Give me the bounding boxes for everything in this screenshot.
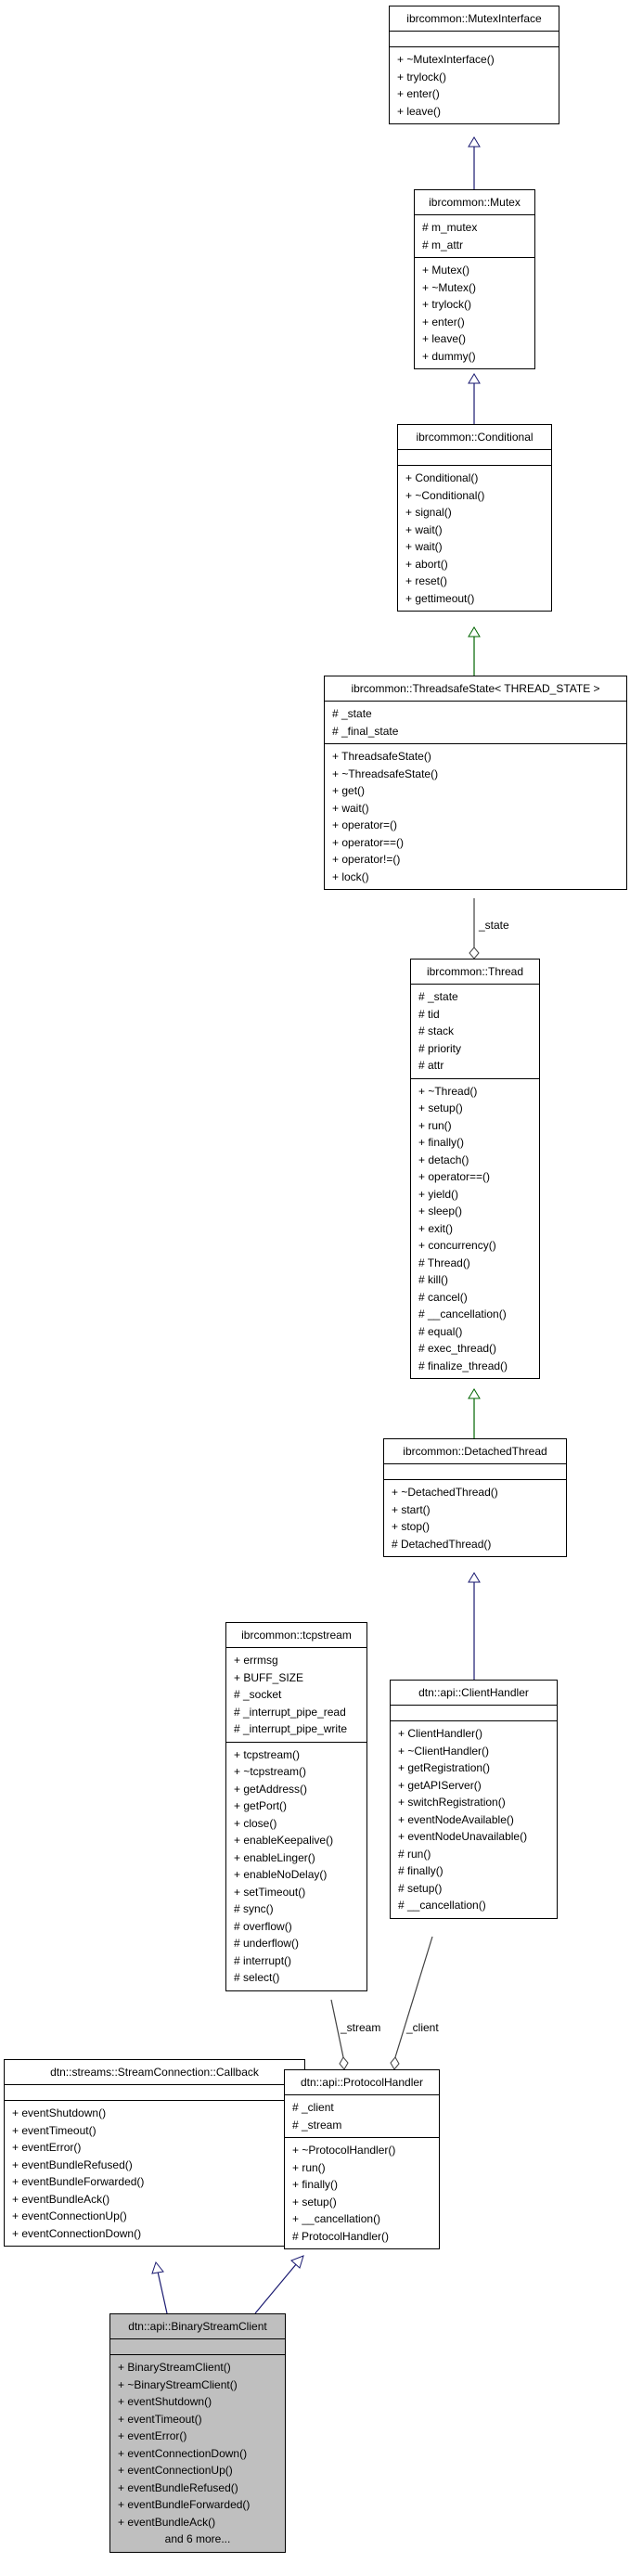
method-row: + enableLinger() [234, 1850, 315, 1864]
class-thread[interactable] [410, 959, 540, 1379]
method-row: # run() [398, 1847, 431, 1861]
class-protocolhandler[interactable] [284, 2069, 440, 2249]
method-row: + eventTimeout() [118, 2412, 202, 2426]
method-row: + eventError() [12, 2141, 82, 2154]
usage-protocolhandler-client [391, 1937, 432, 2069]
method-row: + leave() [397, 104, 442, 118]
template-threadsafestate-conditional [469, 627, 480, 676]
method-row: # cancel() [418, 1290, 468, 1304]
method-row: + close() [234, 1816, 277, 1830]
class-name: dtn::api::ClientHandler [391, 1681, 557, 1706]
attribute-row: + BUFF_SIZE [234, 1670, 304, 1684]
class-mutexinterface[interactable] [389, 6, 559, 124]
attribute-row: # _final_state [332, 724, 399, 738]
method-row: # DetachedThread() [392, 1537, 492, 1551]
method-row: + finally() [418, 1136, 465, 1149]
method-row: + eventBundleForwarded() [118, 2498, 251, 2511]
method-row: + ~BinaryStreamClient() [118, 2377, 238, 2391]
method-row: + signal() [405, 506, 452, 519]
class-binarystreamclient[interactable] [109, 2313, 286, 2553]
class-name: ibrcommon::Thread [411, 960, 539, 985]
class-tcpstream[interactable] [225, 1622, 367, 1991]
method-row: # finalize_thread() [418, 1359, 508, 1372]
method-row: + trylock() [422, 298, 472, 311]
methods-section [391, 1721, 557, 1918]
method-row: + ~Thread() [418, 1084, 478, 1098]
method-row: + eventNodeUnavailable() [398, 1830, 528, 1843]
class-clienthandler[interactable] [390, 1680, 558, 1919]
attributes-section [390, 32, 559, 47]
method-row: + enter() [397, 87, 440, 100]
attribute-row: # m_mutex [422, 221, 478, 234]
method-row: + operator==() [418, 1170, 491, 1183]
method-row: + ClientHandler() [398, 1727, 483, 1740]
edge-label-stream: _stream [341, 2021, 381, 2034]
method-row: + eventConnectionUp() [118, 2464, 233, 2477]
method-row: + sleep() [418, 1204, 463, 1217]
method-row: + ThreadsafeState() [332, 750, 431, 763]
method-row: + ~Mutex() [422, 280, 477, 294]
inheritance-conditional-mutex [469, 374, 480, 424]
method-row: # exec_thread() [418, 1342, 497, 1355]
method-row: + eventBundleRefused() [12, 2157, 133, 2171]
method-row: + finally() [292, 2178, 339, 2191]
class-conditional[interactable] [397, 424, 552, 612]
method-row: + yield() [418, 1187, 459, 1201]
attribute-row: # priority [418, 1041, 462, 1055]
methods-section [110, 2355, 285, 2552]
inheritance-detachedthread-thread [469, 1389, 480, 1438]
methods-section [390, 47, 559, 123]
method-row: # finally() [398, 1864, 444, 1877]
class-callback[interactable] [4, 2059, 305, 2247]
method-row: # equal() [418, 1324, 463, 1338]
method-row: + enableNoDelay() [234, 1868, 328, 1881]
attribute-row: # _interrupt_pipe_write [234, 1722, 348, 1735]
attribute-row: + errmsg [234, 1654, 278, 1667]
method-row: # setup() [398, 1881, 443, 1895]
method-row: + getAPIServer() [398, 1778, 482, 1792]
inheritance-binarystreamclient-protocolhandler [255, 2256, 303, 2313]
attributes-section [285, 2095, 439, 2138]
method-row: + switchRegistration() [398, 1796, 506, 1809]
method-row: + getRegistration() [398, 1761, 491, 1774]
method-row: + eventBundleRefused() [118, 2480, 238, 2494]
method-row: + abort() [405, 557, 448, 571]
method-row: + stop() [392, 1520, 431, 1533]
method-row: # Thread() [418, 1256, 470, 1269]
method-row: + leave() [422, 332, 467, 345]
methods-section [411, 1079, 539, 1379]
attributes-section [391, 1706, 557, 1721]
method-row: # overflow() [234, 1919, 292, 1933]
method-row: + Mutex() [422, 264, 470, 277]
method-row: + eventError() [118, 2429, 187, 2442]
method-row: + ~ClientHandler() [398, 1744, 490, 1758]
method-row: + eventBundleForwarded() [12, 2175, 145, 2188]
class-name: dtn::streams::StreamConnection::Callback [5, 2060, 304, 2085]
attribute-row: # stack [418, 1024, 455, 1037]
attribute-row: # _state [332, 707, 372, 720]
class-name: ibrcommon::Conditional [398, 425, 551, 450]
method-row: + setup() [418, 1101, 463, 1114]
method-row: + run() [292, 2160, 326, 2174]
method-row: + exit() [418, 1221, 454, 1235]
method-row: + eventConnectionDown() [118, 2446, 248, 2460]
method-row: + operator!=() [332, 853, 401, 866]
methods-section [226, 1743, 366, 1990]
method-row: + gettimeout() [405, 591, 475, 605]
attributes-section [398, 450, 551, 466]
method-row: + reset() [405, 574, 448, 587]
method-row: + get() [332, 784, 366, 797]
method-row: + wait() [405, 522, 443, 536]
usage-thread-state [469, 898, 479, 959]
method-row: + tcpstream() [234, 1747, 301, 1761]
method-row: + getPort() [234, 1799, 288, 1812]
method-row: + eventConnectionUp() [12, 2209, 127, 2222]
method-row: + eventNodeAvailable() [398, 1812, 514, 1826]
class-name: ibrcommon::DetachedThread [384, 1439, 566, 1464]
method-row: + run() [418, 1118, 452, 1132]
methods-section [5, 2101, 304, 2246]
method-row: + trylock() [397, 70, 447, 84]
attribute-row: # _socket [234, 1688, 282, 1701]
method-row: + start() [392, 1502, 431, 1516]
method-row: # __cancellation() [398, 1899, 486, 1912]
method-row: + ~MutexInterface() [397, 53, 495, 66]
class-mutex[interactable] [414, 189, 535, 369]
method-row: + __cancellation() [292, 2212, 381, 2225]
method-row: + eventBundleAck() [118, 2515, 216, 2529]
method-row: + ~ProtocolHandler() [292, 2144, 396, 2157]
attributes-section [325, 702, 626, 744]
method-row: # kill() [418, 1273, 448, 1286]
method-row: + eventShutdown() [12, 2106, 107, 2119]
method-row: + eventTimeout() [12, 2123, 96, 2137]
class-detachedthread[interactable] [383, 1438, 567, 1557]
method-row: + lock() [332, 869, 369, 883]
class-name: ibrcommon::MutexInterface [390, 6, 559, 32]
methods-section [384, 1480, 566, 1556]
class-name: dtn::api::ProtocolHandler [285, 2070, 439, 2095]
class-name: ibrcommon::ThreadsafeState< THREAD_STATE > [325, 676, 626, 702]
attributes-section [226, 1648, 366, 1743]
method-row: + enter() [422, 315, 465, 328]
method-row: # underflow() [234, 1937, 300, 1950]
methods-section [398, 466, 551, 611]
attribute-row: # _state [418, 990, 458, 1003]
method-row: + getAddress() [234, 1782, 308, 1796]
attribute-row: # _stream [292, 2118, 342, 2132]
attributes-section [110, 2339, 285, 2355]
methods-section [285, 2138, 439, 2248]
method-row: + eventShutdown() [118, 2395, 212, 2408]
method-row: + ~tcpstream() [234, 1765, 307, 1778]
inheritance-binarystreamclient-callback [152, 2262, 167, 2313]
method-row: + wait() [405, 540, 443, 553]
usage-protocolhandler-stream [331, 2000, 348, 2069]
method-row: + setup() [292, 2195, 337, 2209]
method-row: + eventConnectionDown() [12, 2226, 142, 2240]
class-threadsafestate[interactable] [324, 676, 627, 890]
attribute-row: # _interrupt_pipe_read [234, 1705, 346, 1719]
attribute-row: # _client [292, 2101, 334, 2114]
method-row: # select() [234, 1971, 280, 1984]
methods-section [325, 744, 626, 889]
method-row: + concurrency() [418, 1239, 496, 1252]
class-name: ibrcommon::tcpstream [226, 1623, 366, 1648]
method-row: + ~ThreadsafeState() [332, 766, 439, 780]
method-row: + setTimeout() [234, 1885, 306, 1899]
method-row: + ~Conditional() [405, 488, 485, 502]
method-row: # ProtocolHandler() [292, 2229, 390, 2243]
method-row: # __cancellation() [418, 1307, 507, 1320]
class-name: ibrcommon::Mutex [415, 190, 534, 215]
method-row: + enableKeepalive() [234, 1834, 334, 1847]
method-row: + operator=() [332, 818, 398, 831]
edge-label-client: _client [406, 2021, 439, 2034]
attribute-row: # tid [418, 1007, 440, 1021]
method-row: + dummy() [422, 349, 476, 363]
attribute-row: # m_attr [422, 238, 464, 251]
attributes-section [411, 985, 539, 1079]
method-row: + BinaryStreamClient() [118, 2361, 231, 2374]
method-row: + wait() [332, 801, 369, 815]
edge-label-state: _state [479, 919, 509, 932]
more-methods-note: and 6 more... [164, 2532, 231, 2545]
method-row: # interrupt() [234, 1953, 292, 1967]
class-name: dtn::api::BinaryStreamClient [110, 2314, 285, 2339]
inheritance-mutex-mutexinterface [469, 137, 480, 189]
method-row: # sync() [234, 1902, 274, 1915]
method-row: + eventBundleAck() [12, 2192, 110, 2206]
attribute-row: # attr [418, 1059, 444, 1072]
attributes-section [5, 2085, 304, 2101]
attributes-section [415, 215, 534, 258]
method-row: + ~DetachedThread() [392, 1486, 498, 1499]
method-row: + operator==() [332, 835, 405, 849]
method-row: + Conditional() [405, 471, 479, 484]
attributes-section [384, 1464, 566, 1480]
method-row: + detach() [418, 1153, 469, 1166]
methods-section [415, 258, 534, 368]
inheritance-clienthandler-detachedthread [469, 1573, 480, 1680]
